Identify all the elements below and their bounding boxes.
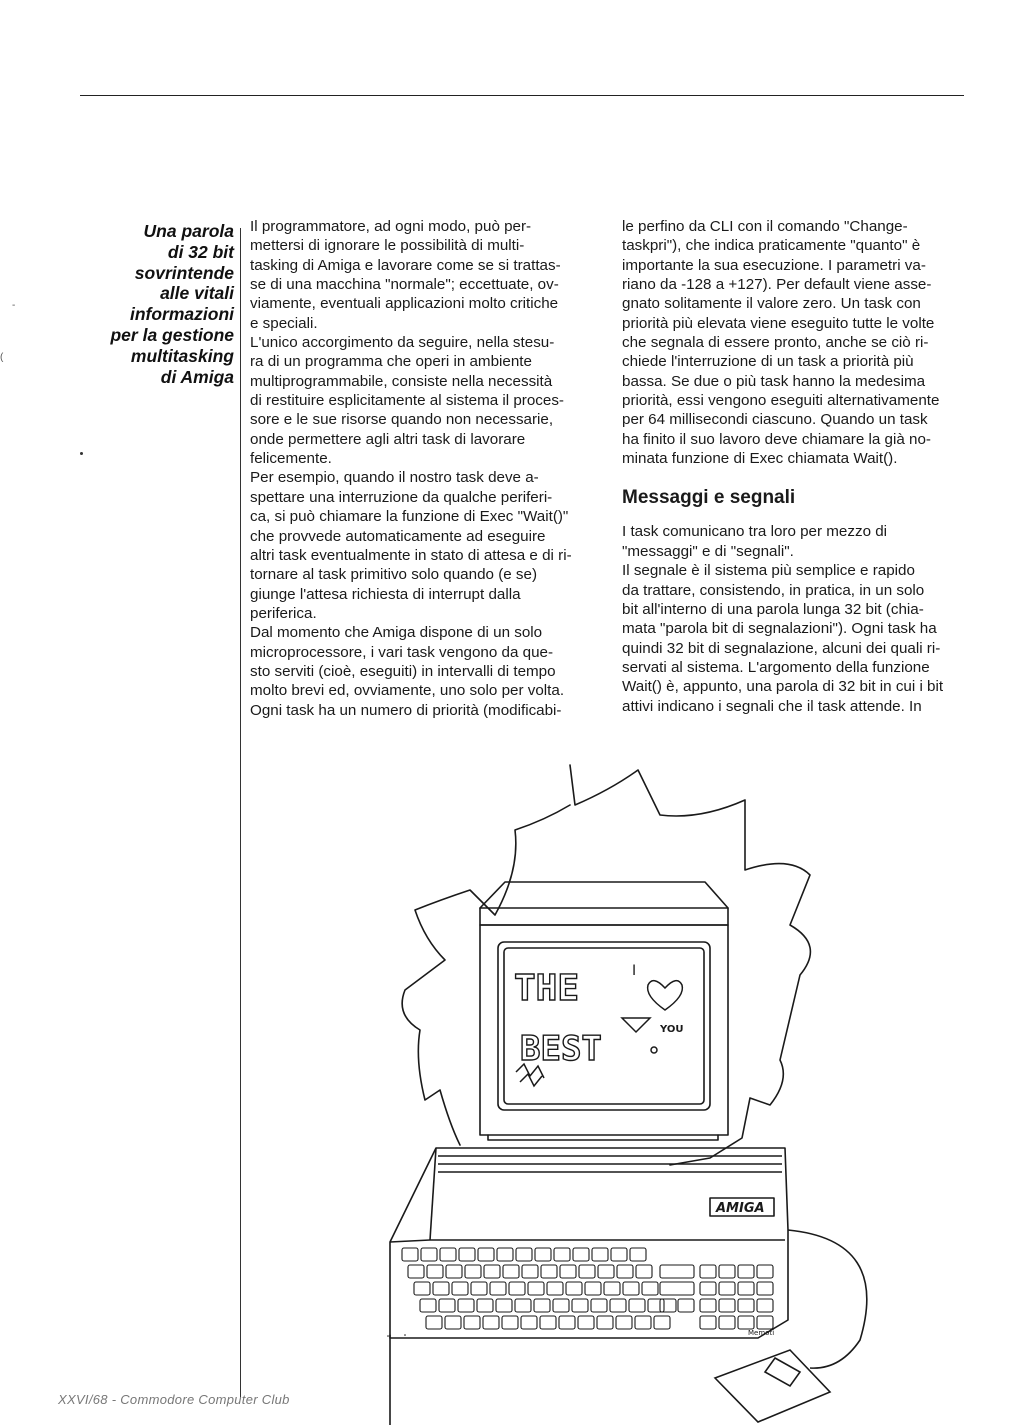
- sidebar-line: di Amiga: [160, 366, 234, 387]
- keyboard-key: [678, 1299, 694, 1312]
- keyboard-key: [566, 1282, 582, 1295]
- keyboard-key: [458, 1299, 474, 1312]
- sidebar-line: sovrintende: [134, 262, 234, 283]
- text-line: microprocessore, i vari task vengono da que-: [250, 643, 554, 661]
- text-line: priorità più elevata viene eseguito tutte le volte: [622, 314, 935, 332]
- keyboard-key: [578, 1316, 594, 1329]
- column-divider: [240, 228, 241, 1398]
- keyboard-key: [700, 1316, 716, 1329]
- keyboard-key: [439, 1299, 455, 1312]
- text-line: attivi indicano i segnali che il task attende. In: [622, 697, 922, 715]
- keyboard-key: [573, 1248, 589, 1261]
- keyboard-key: [642, 1282, 658, 1295]
- text-line: Dal momento che Amiga dispone di un solo: [250, 624, 543, 642]
- screen-small-i: I: [632, 963, 637, 979]
- keyboard-key: [515, 1299, 531, 1312]
- keyboard-key: [497, 1248, 513, 1261]
- keyboard-key: [629, 1299, 645, 1312]
- keyboard-key: [496, 1299, 512, 1312]
- keyboard-key: [591, 1299, 607, 1312]
- amiga-computer-illustration: [370, 760, 980, 1425]
- triangle-icon: [622, 1018, 650, 1032]
- text-line: priorità, essi vengono eseguiti alternativamente: [622, 392, 940, 410]
- text-line: Ogni task ha un numero di priorità (modificabi-: [250, 701, 562, 719]
- keyboard-key: [452, 1282, 468, 1295]
- screen-best: BEST: [520, 1029, 602, 1069]
- text-line: quindi 32 bit di segnalazione, alcuni dei quali ri-: [622, 639, 941, 657]
- text-line: sore e le sue risorse quando non necessarie,: [250, 411, 554, 429]
- keyboard-key: [700, 1282, 716, 1295]
- keyboard-key: [719, 1265, 735, 1278]
- text-line: da trattare, consistendo, in pratica, in un solo: [622, 581, 925, 599]
- text-line: multiprogrammabile, consiste nella necessità: [250, 372, 553, 390]
- text-line: taskpri"), che indica praticamente "quanto" è: [622, 237, 921, 255]
- burst-outline: [402, 765, 810, 1165]
- keyboard-key: [598, 1265, 614, 1278]
- monitor-top: [480, 882, 728, 925]
- keyboard-key: [446, 1265, 462, 1278]
- article-column-2: [622, 217, 972, 716]
- keyboard-key: [554, 1248, 570, 1261]
- keyboard-key: [660, 1299, 676, 1312]
- text-line: molto brevi ed, ovviamente, uno solo per volta.: [250, 682, 565, 700]
- keyboard-key: [478, 1248, 494, 1261]
- heart-icon: [648, 981, 683, 1010]
- text-line: viamente, eventuali applicazioni molto critiche: [250, 295, 559, 313]
- text-line: importante la sua esecuzione. I parametri va-: [622, 256, 926, 274]
- keyboard-key: [597, 1316, 613, 1329]
- text-line: ra di un programma che operi in ambiente: [250, 353, 532, 371]
- text-line: e speciali.: [250, 314, 318, 332]
- keyboard-key: [521, 1316, 537, 1329]
- keyboard-key: [502, 1316, 518, 1329]
- keyboard-key: [465, 1265, 481, 1278]
- text-line: L'unico accorgimento da seguire, nella stesu-: [250, 334, 555, 352]
- keyboard-key: [585, 1282, 601, 1295]
- keyboard-key: [528, 1282, 544, 1295]
- text-line: felicemente.: [250, 450, 332, 468]
- text-line: periferica.: [250, 604, 317, 622]
- text-line: mata "parola bit di segnalazioni"). Ogni task ha: [622, 620, 937, 638]
- keyboard-key: [516, 1248, 532, 1261]
- keyboard-key: [630, 1248, 646, 1261]
- keyboard-key: [623, 1282, 639, 1295]
- keyboard-key: [490, 1282, 506, 1295]
- text-line: "messaggi" e di "segnali".: [622, 542, 794, 560]
- brand-label: AMIGA: [716, 1201, 765, 1216]
- keyboard-key: [738, 1282, 754, 1295]
- article-column-1: [250, 217, 595, 720]
- text-line: Per esempio, quando il nostro task deve a-: [250, 469, 539, 487]
- text-line: giunge l'attesa richiesta di interrupt dalla: [250, 585, 521, 603]
- keyboard-key: [484, 1265, 500, 1278]
- sidebar-line: informazioni: [129, 304, 234, 325]
- keyboard-key: [535, 1248, 551, 1261]
- text-line: tornare al task primitivo solo quando (e se): [250, 566, 538, 584]
- keyboard-key: [483, 1316, 499, 1329]
- keyboard-key: [464, 1316, 480, 1329]
- sidebar-line: per la gestione: [110, 324, 234, 345]
- sidebar-pull-quote: [86, 221, 234, 387]
- text-line: altri task eventualmente in stato di attesa e di ri-: [250, 546, 572, 564]
- keyboard-key: [592, 1248, 608, 1261]
- keyboard-key: [433, 1282, 449, 1295]
- keyboard-key: [636, 1265, 652, 1278]
- keyboard-key: [553, 1299, 569, 1312]
- text-line: che provvede automaticamente ad eseguire: [250, 527, 546, 545]
- text-line: sto serviti (cioè, eseguiti) in intervalli di tempo: [250, 662, 556, 680]
- page-footer: XXVI/68 - Commodore Computer Club: [58, 1392, 290, 1407]
- keyboard-key: [534, 1299, 550, 1312]
- text-line: ca, si può chiamare la funzione di Exec "Wait()": [250, 508, 569, 526]
- sidebar-line: alle vitali: [160, 283, 234, 304]
- keyboard-key: [540, 1316, 556, 1329]
- sidebar-line: Una parola: [143, 221, 234, 241]
- keyboard-key: [402, 1248, 418, 1261]
- text-line: servati al sistema. L'argomento della funzione: [622, 658, 930, 676]
- keyboard-key: [421, 1248, 437, 1261]
- keyboard-key: [503, 1265, 519, 1278]
- screen-you: YOU: [660, 1024, 684, 1035]
- text-line: I task comunicano tra loro per mezzo di: [622, 523, 888, 541]
- keyboard-key: [445, 1316, 461, 1329]
- margin-mark: -: [12, 300, 16, 311]
- keyboard-key: [604, 1282, 620, 1295]
- screen-the: THE: [514, 968, 580, 1009]
- keyboard-key: [547, 1282, 563, 1295]
- sidebar-line: di 32 bit: [167, 241, 234, 262]
- text-line: Il programmatore, ad ogni modo, può per-: [250, 218, 532, 235]
- keyboard-key: [654, 1316, 670, 1329]
- keyboard-key: [635, 1316, 651, 1329]
- speck: [80, 452, 83, 455]
- text-line: tasking di Amiga e lavorare come se si trattas-: [250, 256, 561, 274]
- keyboard-key: [719, 1282, 735, 1295]
- keyboard-key: [738, 1299, 754, 1312]
- keyboard-key: [648, 1299, 664, 1312]
- keyboard-keys: [402, 1248, 773, 1329]
- text-line: chiede l'interruzione di un task a priorità più: [622, 353, 914, 371]
- keyboard-key: [611, 1248, 627, 1261]
- keyboard-key: [560, 1265, 576, 1278]
- keyboard-key: [700, 1265, 716, 1278]
- keyboard-key: [700, 1299, 716, 1312]
- keyboard-key: [738, 1316, 754, 1329]
- top-rule: [80, 95, 964, 96]
- text-line: per 64 millisecondi ciascuno. Quando un task: [622, 411, 928, 429]
- keyboard-key: [757, 1282, 773, 1295]
- text-line: di restituire esplicitamente al sistema il proces-: [250, 392, 564, 410]
- keyboard-key: [471, 1282, 487, 1295]
- keyboard-key: [440, 1248, 456, 1261]
- keyboard-key: [541, 1265, 557, 1278]
- sidebar-line: multitasking: [130, 345, 234, 366]
- dot-mark: [651, 1047, 657, 1053]
- keyboard-key: [579, 1265, 595, 1278]
- keyboard-key: [427, 1265, 443, 1278]
- artist-signature: Memoti: [748, 1329, 775, 1337]
- keyboard-key: [719, 1299, 735, 1312]
- keyboard-key: [408, 1265, 424, 1278]
- keyboard-key: [719, 1316, 735, 1329]
- text-line: ha finito il suo lavoro deve chiamare la già no-: [622, 430, 931, 448]
- text-line: le perfino da CLI con il comando "Change-: [622, 218, 908, 235]
- keyboard-key: [738, 1265, 754, 1278]
- keyboard-key: [572, 1299, 588, 1312]
- text-line: riano da -128 a +127). Per default viene asse-: [622, 276, 932, 294]
- text-line: se di una macchina "normale"; eccettuate, ov-: [250, 276, 559, 294]
- keyboard-key: [559, 1316, 575, 1329]
- text-line: mettersi di ignorare le possibilità di multi-: [250, 237, 525, 255]
- text-line: bit all'interno di una parola lunga 32 bit (chia-: [622, 600, 924, 618]
- keyboard-key: [757, 1299, 773, 1312]
- keyboard-key: [477, 1299, 493, 1312]
- keyboard-key: [757, 1316, 773, 1329]
- text-line: che segnala di essere pronto, anche se ciò ri-: [622, 334, 929, 352]
- keyboard-key: [426, 1316, 442, 1329]
- keyboard-key: [522, 1265, 538, 1278]
- keyboard-key: [616, 1316, 632, 1329]
- keyboard-key: [610, 1299, 626, 1312]
- text-line: bassa. Se due o più task hanno la medesima: [622, 372, 926, 390]
- keyboard-key: [420, 1299, 436, 1312]
- text-line: onde permettere agli altri task di lavorare: [250, 430, 526, 448]
- text-line: gnato solitamente il valore zero. Un task con: [622, 295, 921, 313]
- text-line: spettare una interruzione da qualche periferi-: [250, 488, 553, 506]
- keyboard-key: [660, 1282, 694, 1295]
- keyboard-key: [757, 1265, 773, 1278]
- margin-mark: (: [0, 352, 4, 363]
- keyboard-key: [660, 1265, 694, 1278]
- keyboard-key: [509, 1282, 525, 1295]
- keyboard-key: [414, 1282, 430, 1295]
- text-line: Wait() è, appunto, una parola di 32 bit in cui i bit: [622, 678, 944, 696]
- section-heading: Messaggi e segnali: [622, 487, 796, 509]
- keyboard-key: [459, 1248, 475, 1261]
- text-line: minata funzione di Exec chiamata Wait().: [622, 450, 898, 468]
- keyboard-key: [617, 1265, 633, 1278]
- text-line: Il segnale è il sistema più semplice e rapido: [622, 562, 915, 580]
